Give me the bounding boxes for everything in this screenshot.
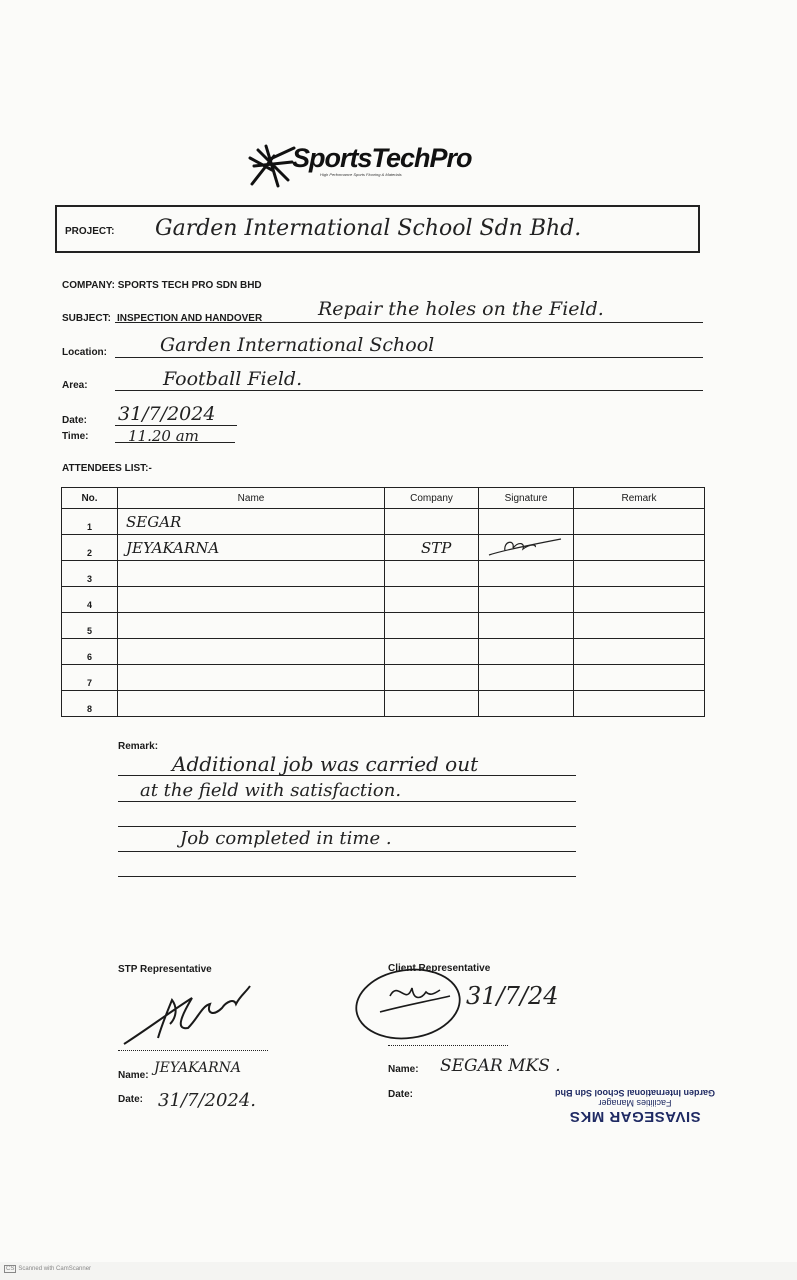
client-name-label: Name:	[388, 1064, 419, 1075]
attendees-title: ATTENDEES LIST:-	[62, 463, 152, 474]
stp-rep-signature	[118, 978, 278, 1050]
attendee-remark	[574, 561, 705, 587]
table-row	[62, 665, 705, 691]
stp-rep-title: STP Representative	[118, 964, 212, 975]
attendee-company	[385, 639, 479, 665]
area-underline	[115, 390, 703, 391]
row-number: 8	[62, 691, 118, 717]
camscanner-icon: CS	[6, 1266, 15, 1272]
header-name: Name	[118, 488, 385, 509]
attendee-signature	[479, 535, 574, 561]
attendee-signature	[479, 665, 574, 691]
time-underline	[115, 442, 235, 443]
row-number: 4	[62, 587, 118, 613]
remark-underline-2	[118, 801, 576, 802]
table-row	[62, 509, 705, 535]
date-underline	[115, 425, 237, 426]
stp-date-label: Date:	[118, 1094, 144, 1105]
remark-line-2: at the field with satisfaction.	[140, 780, 402, 801]
attendee-company	[385, 587, 479, 613]
attendee-name	[118, 691, 385, 717]
area-value: Football Field.	[163, 368, 303, 390]
date-label: Date:	[62, 415, 88, 426]
row-number: 3	[62, 561, 118, 587]
attendee-name	[118, 639, 385, 665]
attendee-signature	[479, 639, 574, 665]
subject-label: SUBJECT:	[62, 313, 111, 324]
stp-name-value: JEYAKARNA	[154, 1060, 242, 1076]
table-row	[62, 561, 705, 587]
attendee-remark	[574, 535, 705, 561]
location-label: Location:	[62, 347, 107, 358]
project-value: Garden International School Sdn Bhd.	[155, 216, 582, 241]
attendee-signature-scribble	[479, 535, 569, 557]
header-company: Company	[385, 488, 479, 509]
stp-date-value: 31/7/2024.	[158, 1090, 257, 1111]
table-header-row	[62, 488, 705, 509]
attendee-company	[385, 691, 479, 717]
attendee-name: JEYAKARNA	[118, 535, 385, 561]
attendee-remark	[574, 665, 705, 691]
project-box	[55, 205, 700, 253]
row-number: 5	[62, 613, 118, 639]
table-row	[62, 613, 705, 639]
remark-line-4: Job completed in time .	[180, 828, 392, 849]
attendee-remark	[574, 613, 705, 639]
attendee-signature	[479, 613, 574, 639]
area-label: Area:	[62, 380, 88, 391]
attendee-name	[118, 613, 385, 639]
stp-signature-line	[118, 1050, 268, 1051]
camscanner-text: Scanned with CamScanner	[18, 1266, 92, 1272]
time-value: 11.20 am	[128, 427, 199, 445]
stamp-role: Facilities Manager	[598, 1098, 672, 1108]
stamp-person: SIVASEGAR MKS	[569, 1108, 701, 1125]
attendee-signature	[479, 587, 574, 613]
client-name-value: SEGAR MKS .	[440, 1056, 561, 1076]
attendee-remark	[574, 587, 705, 613]
facilities-manager-stamp	[520, 1088, 750, 1125]
header-signature: Signature	[479, 488, 574, 509]
client-signature-date: 31/7/24	[466, 982, 559, 1010]
table-row	[62, 639, 705, 665]
remark-underline-4	[118, 851, 576, 852]
attendees-table	[61, 487, 705, 717]
attendee-signature	[479, 561, 574, 587]
company-line: COMPANY: SPORTS TECH PRO SDN BHD	[62, 280, 262, 291]
table-row	[62, 587, 705, 613]
table-row	[62, 535, 705, 561]
client-date-label: Date:	[388, 1089, 414, 1100]
remark-label: Remark:	[118, 741, 159, 752]
location-value: Garden International School	[160, 334, 435, 356]
row-number: 1	[62, 509, 118, 535]
logo-tagline: High Performance Sports Flooring & Materials	[320, 172, 402, 177]
remark-underline-5	[118, 876, 576, 877]
location-underline	[115, 357, 703, 358]
sportstechpro-logo-icon	[248, 140, 296, 190]
attendee-name	[118, 665, 385, 691]
attendee-remark	[574, 639, 705, 665]
attendee-company	[385, 613, 479, 639]
client-rep-title: Client Representative	[388, 963, 491, 974]
remark-line-1: Additional job was carried out	[172, 752, 479, 776]
attendee-company	[385, 509, 479, 535]
attendee-name: SEGAR	[118, 509, 385, 535]
client-signature-line	[388, 1045, 508, 1046]
remark-underline-3	[118, 826, 576, 827]
date-value: 31/7/2024	[118, 403, 216, 425]
attendee-signature	[479, 509, 574, 535]
stamp-org: Garden International School Sdn Bhd	[555, 1088, 716, 1098]
row-number: 2	[62, 535, 118, 561]
subject-detail: Repair the holes on the Field.	[318, 298, 604, 320]
attendee-name	[118, 587, 385, 613]
header-no: No.	[62, 488, 118, 509]
logo-wordmark: SportsTechPro	[292, 143, 472, 173]
stp-name-label: Name:	[118, 1070, 149, 1081]
subject-underline	[115, 322, 703, 323]
project-label: PROJECT:	[65, 226, 115, 237]
attendee-remark	[574, 691, 705, 717]
header-remark: Remark	[574, 488, 705, 509]
camscanner-watermark	[4, 1265, 91, 1273]
table-row	[62, 691, 705, 717]
attendee-company	[385, 665, 479, 691]
attendee-signature	[479, 691, 574, 717]
attendee-name	[118, 561, 385, 587]
attendee-remark	[574, 509, 705, 535]
subject-value: INSPECTION AND HANDOVER	[117, 313, 263, 324]
attendee-company: STP	[385, 535, 479, 561]
row-number: 6	[62, 639, 118, 665]
row-number: 7	[62, 665, 118, 691]
client-rep-signature	[350, 966, 480, 1046]
time-label: Time:	[62, 431, 89, 442]
remark-underline-1	[118, 775, 576, 776]
attendee-company	[385, 561, 479, 587]
